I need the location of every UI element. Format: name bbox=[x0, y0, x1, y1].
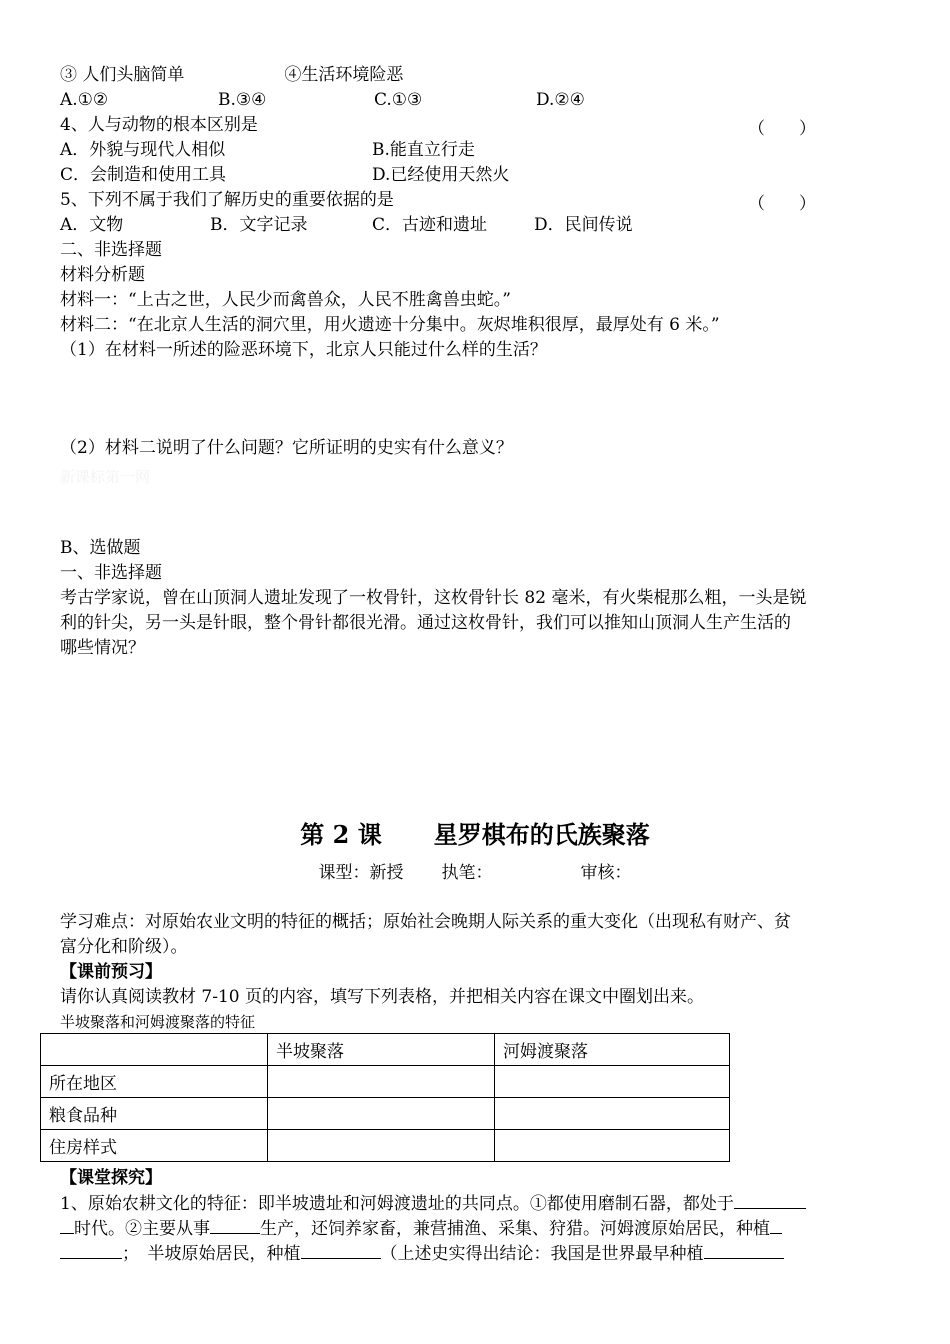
fill-blank[interactable] bbox=[210, 1217, 260, 1234]
q5-option-d: D．民间传说 bbox=[534, 215, 633, 235]
lesson-meta bbox=[0, 858, 950, 883]
fill-blank[interactable] bbox=[60, 1242, 122, 1259]
preview-instruction: 请你认真阅读教材 7-10 页的内容，填写下列表格，并把相关内容在课文中圈划出来。 bbox=[60, 987, 704, 1007]
q4-option-a: A．外貌与现代人相似 bbox=[60, 140, 226, 160]
lesson-writer: 执笔： bbox=[441, 863, 493, 883]
table-row-label: 所在地区 bbox=[41, 1066, 268, 1098]
fill-blank[interactable] bbox=[734, 1192, 806, 1209]
table-row bbox=[41, 1130, 730, 1162]
q4-answer-paren: （ ） bbox=[748, 119, 816, 139]
difficulty-line-2: 富分化和阶级）。 bbox=[60, 937, 188, 957]
lesson-name: 星罗棋布的氏族聚落 bbox=[433, 820, 650, 849]
q3-option-b: B.③④ bbox=[218, 90, 267, 110]
partB-line-2: 利的针尖，另一头是针眼，整个骨针都很光滑。通过这枚骨针，我们可以推知山顶洞人生产生活的 bbox=[60, 613, 791, 633]
table-caption: 半坡聚落和河姆渡聚落的特征 bbox=[60, 1013, 256, 1031]
table-cell-input[interactable] bbox=[268, 1098, 495, 1130]
q5-answer-paren: （ ） bbox=[748, 194, 816, 214]
table-row bbox=[41, 1098, 730, 1130]
q4-option-c: C．会制造和使用工具 bbox=[60, 165, 227, 185]
fill-blank[interactable] bbox=[301, 1242, 381, 1259]
q3-option-c: C.①③ bbox=[374, 90, 423, 110]
difficulty-line-1: 学习难点：对原始农业文明的特征的概括；原始社会晚期人际关系的重大变化（出现私有财产、贫 bbox=[60, 912, 791, 932]
lesson-review: 审核： bbox=[580, 863, 632, 883]
q4-option-b: B.能直立行走 bbox=[372, 140, 475, 160]
table-header-corner bbox=[41, 1034, 268, 1066]
explore-text-1: 1、原始农耕文化的特征：即半坡遗址和河姆渡遗址的共同点。①都使用磨制石器，都处于 bbox=[60, 1194, 734, 1214]
table-cell-input[interactable] bbox=[495, 1130, 730, 1162]
question-2: （2）材料二说明了什么问题？它所证明的史实有什么意义？ bbox=[60, 438, 513, 458]
fill-blank[interactable] bbox=[704, 1242, 784, 1259]
table-row-label: 粮食品种 bbox=[41, 1098, 268, 1130]
table-row-label: 住房样式 bbox=[41, 1130, 268, 1162]
part2-subheading: 材料分析题 bbox=[60, 265, 145, 285]
preview-heading: 【课前预习】 bbox=[60, 962, 162, 982]
explore-heading: 【课堂探究】 bbox=[60, 1168, 162, 1188]
q3-items bbox=[60, 64, 403, 86]
settlement-table bbox=[40, 1033, 730, 1162]
partB-subheading: 一、非选择题 bbox=[60, 563, 162, 583]
fill-blank[interactable] bbox=[770, 1217, 782, 1234]
q3-item4: ④生活环境险恶 bbox=[284, 65, 404, 85]
q5-stem: 5、下列不属于我们了解历史的重要依据的是 bbox=[60, 190, 394, 210]
table-cell-input[interactable] bbox=[495, 1098, 730, 1130]
explore-text-3a: ； 半坡原始居民，种植 bbox=[122, 1244, 301, 1264]
table-cell-input[interactable] bbox=[268, 1130, 495, 1162]
table-header-banpo: 半坡聚落 bbox=[268, 1034, 495, 1066]
lesson-type: 课型：新授 bbox=[318, 863, 404, 883]
q4-option-d: D.已经使用天然火 bbox=[372, 165, 510, 185]
q3-option-d: D.②④ bbox=[536, 90, 585, 110]
partB-line-3: 哪些情况？ bbox=[60, 638, 145, 658]
explore-text-3b: （上述史实得出结论：我国是世界最早种植 bbox=[380, 1244, 704, 1264]
explore-text-2a: 时代。②主要从事 bbox=[74, 1219, 210, 1239]
explore-line-1 bbox=[60, 1192, 806, 1215]
partB-line-1: 考古学家说，曾在山顶洞人遗址发现了一枚骨针，这枚骨针长 82 毫米，有火柴棍那么粗，一头是锐 bbox=[60, 588, 807, 608]
question-1: （1）在材料一所述的险恶环境下，北京人只能过什么样的生活？ bbox=[60, 340, 547, 360]
lesson-title bbox=[0, 820, 950, 850]
explore-line-3 bbox=[60, 1242, 784, 1265]
partB-heading: B、选做题 bbox=[60, 538, 141, 558]
fill-blank[interactable] bbox=[60, 1217, 74, 1234]
table-cell-input[interactable] bbox=[268, 1066, 495, 1098]
q5-option-c: C．古迹和遗址 bbox=[372, 215, 488, 235]
table-row bbox=[41, 1066, 730, 1098]
watermark-text: 新课标第一网 bbox=[60, 468, 151, 486]
part2-heading: 二、非选择题 bbox=[60, 240, 162, 260]
q5-option-a: A．文物 bbox=[60, 215, 124, 235]
q5-option-b: B．文字记录 bbox=[210, 215, 308, 235]
explore-line-2 bbox=[60, 1217, 782, 1240]
q4-stem: 4、人与动物的根本区别是 bbox=[60, 115, 258, 135]
lesson-number: 第 2 课 bbox=[300, 820, 382, 849]
q3-item3: ③ 人们头脑简单 bbox=[60, 65, 185, 85]
table-cell-input[interactable] bbox=[495, 1066, 730, 1098]
table-header-hemudu: 河姆渡聚落 bbox=[495, 1034, 730, 1066]
table-header-row bbox=[41, 1034, 730, 1066]
q3-option-a: A.①② bbox=[60, 90, 109, 110]
material-two: 材料二：“在北京人生活的洞穴里，用火遗迹十分集中。灰烬堆积很厚，最厚处有 6 米。” bbox=[60, 315, 720, 335]
explore-text-2b: 生产，还饲养家畜，兼营捕渔、采集、狩猎。河姆渡原始居民，种植 bbox=[260, 1219, 770, 1239]
material-one: 材料一：“上古之世，人民少而禽兽众，人民不胜禽兽虫蛇。” bbox=[60, 290, 511, 310]
